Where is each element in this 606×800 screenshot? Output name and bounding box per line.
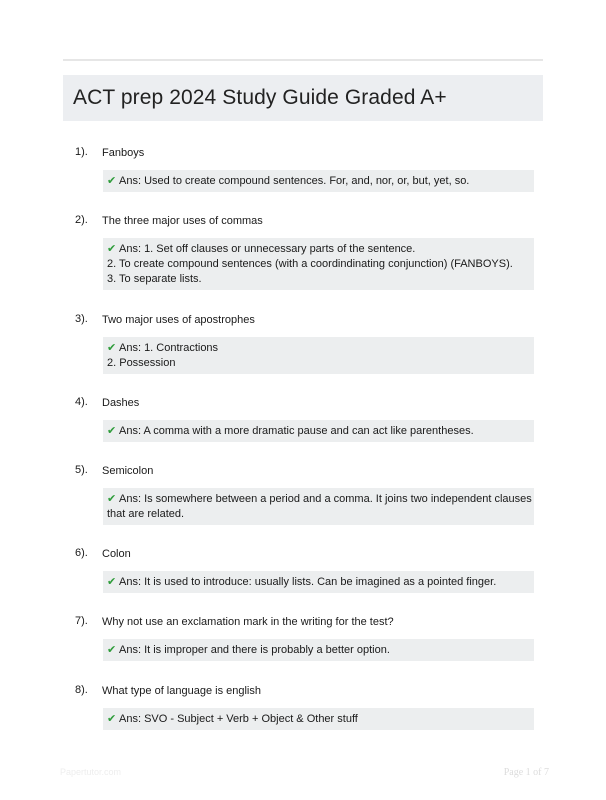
answer-line: Ans: 1. Contractions (119, 342, 219, 354)
page-title: ACT prep 2024 Study Guide Graded A+ (73, 86, 447, 109)
answer-box (103, 708, 534, 730)
question-number: 1). (75, 146, 88, 158)
question-number: 6). (75, 547, 88, 559)
answer-line: Ans: It is used to introduce: usually lists. Can be imagined as a pointed finger. (119, 576, 497, 588)
question-number: 3). (75, 313, 88, 325)
answer-line: Ans: It is improper and there is probably a better option. (119, 644, 390, 656)
answer-line: 3. To separate lists. (107, 273, 202, 285)
answer-box (103, 488, 534, 525)
answer-box (103, 420, 534, 442)
top-divider (63, 59, 543, 61)
question-number: 2). (75, 214, 88, 226)
answer-box (103, 170, 534, 192)
checkmark-icon: ✔ (107, 424, 117, 437)
question-number: 8). (75, 684, 88, 696)
answer-box (103, 337, 534, 374)
checkmark-icon: ✔ (107, 492, 117, 505)
question-text: What type of language is english (102, 685, 261, 697)
question-text: Fanboys (102, 147, 145, 159)
answer-line: Ans: A comma with a more dramatic pause and can act like parentheses. (119, 425, 474, 437)
title-banner (63, 75, 543, 121)
footer-watermark: Papertutor.com (60, 767, 122, 777)
question-text: Semicolon (102, 465, 154, 477)
answer-line: Ans: Is somewhere between a period and a comma. It joins two independent clauses (119, 493, 532, 505)
question-number: 7). (75, 615, 88, 627)
question-text: Why not use an exclamation mark in the writing for the test? (102, 616, 394, 628)
checkmark-icon: ✔ (107, 242, 117, 255)
answer-box (103, 639, 534, 661)
answer-line: Ans: SVO - Subject + Verb + Object & Other stuff (119, 713, 358, 725)
question-text: Dashes (102, 397, 140, 409)
answer-box (103, 238, 534, 290)
answer-line: Ans: Used to create compound sentences. For, and, nor, or, but, yet, so. (119, 175, 470, 187)
answer-line: Ans: 1. Set off clauses or unnecessary parts of the sentence. (119, 243, 416, 255)
answer-line: 2. Possession (107, 357, 176, 369)
answer-line: that are related. (107, 508, 185, 520)
checkmark-icon: ✔ (107, 174, 117, 187)
question-text: Colon (102, 548, 131, 560)
question-number: 4). (75, 396, 88, 408)
question-text: Two major uses of apostrophes (102, 314, 255, 326)
page-number: Page 1 of 7 (503, 767, 549, 778)
answer-box (103, 571, 534, 593)
question-number: 5). (75, 464, 88, 476)
question-text: The three major uses of commas (102, 215, 263, 227)
checkmark-icon: ✔ (107, 575, 117, 588)
checkmark-icon: ✔ (107, 643, 117, 656)
checkmark-icon: ✔ (107, 712, 117, 725)
answer-line: 2. To create compound sentences (with a coordindinating conjunction) (FANBOYS). (107, 258, 513, 270)
checkmark-icon: ✔ (107, 341, 117, 354)
